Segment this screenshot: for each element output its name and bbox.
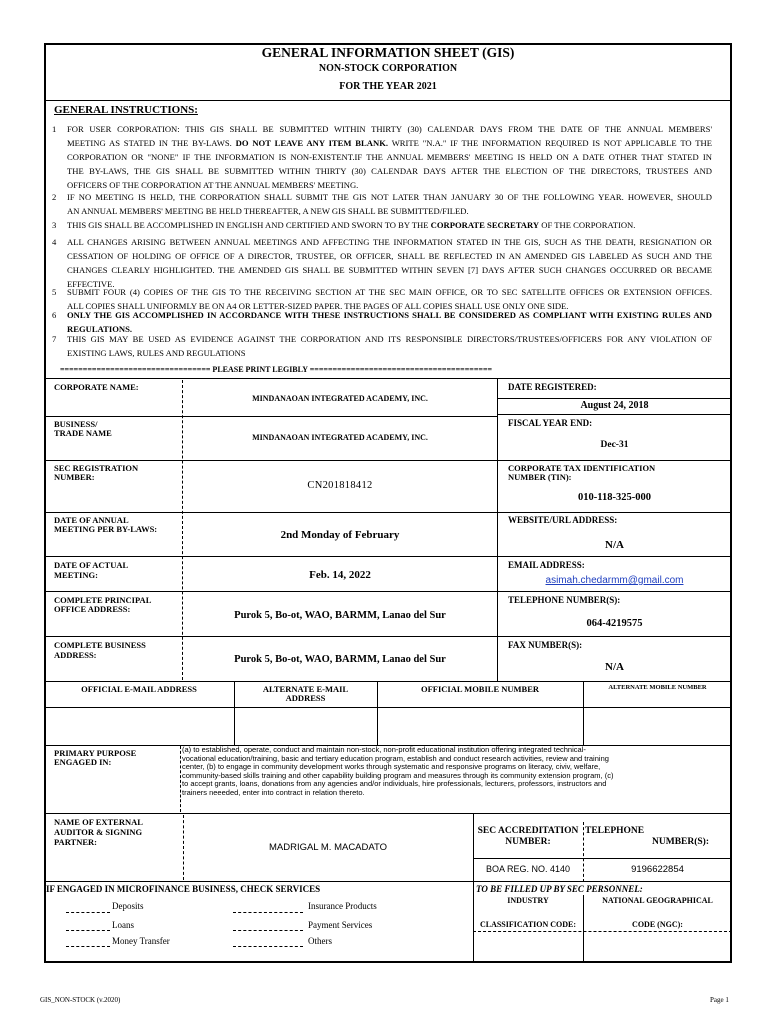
instruction-text (67, 235, 712, 291)
money-transfer-checkbox[interactable] (66, 946, 110, 947)
instruction-line: EFFECTIVE. (67, 279, 115, 289)
instruction-line: MEETING AS STATED IN THE BY-LAWS. DO NOT LEAVE ANY ITEM BLANK. WRITE "N.A." IF THE INFORMATION REQUIRED IS NOT APPLICABLE TO THE (67, 138, 712, 148)
telephone-label: TELEPHONE NUMBER(S): (508, 595, 621, 605)
divider (180, 746, 181, 812)
divider (44, 681, 732, 682)
actual-meeting-value: Feb. 14, 2022 (309, 569, 371, 581)
purpose-line: (a) to established, operate, conduct and maintain non-stock, non-profit educational institution offering integrated technical- (182, 746, 586, 754)
instruction-line: THIS GIS SHALL BE ACCOMPLISHED IN ENGLISH AND CERTIFIED AND SWORN TO BY THE CORPORATE SECRETARY OF THE CORPORATION. (67, 220, 636, 230)
purpose-line: vocational education/training, basic and tertiary education program, establish and conduct research activities, review and training (182, 754, 609, 763)
instruction-line: OFFICERS OF THE CORPORATION AT THE ANNUAL MEMBERS' MEETING. (67, 180, 359, 190)
trade-name-label-2: TRADE NAME (54, 428, 112, 438)
business-address-value: Purok 5, Bo-ot, WAO, BARMM, Lanao del Sur (234, 654, 446, 665)
instruction-text (67, 218, 712, 232)
website-value: N/A (605, 539, 624, 551)
divider (44, 813, 732, 814)
tin-label: CORPORATE TAX IDENTIFICATION (508, 463, 656, 473)
fiscal-year-label: FISCAL YEAR END: (508, 418, 593, 428)
money-transfer-label: Money Transfer (112, 936, 170, 946)
divider (44, 100, 732, 101)
website-label: WEBSITE/URL ADDRESS: (508, 515, 618, 525)
purpose-line: trainers neeeded, enter into contract in relation thereto. (182, 788, 365, 797)
purpose-line: center, (b) to engage in community development works through systematic and responsive programs on literacy, civiv, welfare, (182, 763, 601, 772)
divider (473, 931, 732, 932)
insurance-label: Insurance Products (308, 901, 377, 911)
sec-accred-label: SEC ACCREDITATION (477, 826, 579, 836)
actual-meeting-label-2: MEETING: (54, 570, 98, 580)
official-mobile-header: OFFICIAL MOBILE NUMBER (420, 684, 540, 694)
fiscal-year-value: Dec-31 (600, 440, 629, 450)
divider (44, 512, 732, 513)
auditor-telephone-label-2: NUMBER(S): (652, 837, 709, 847)
instruction-number: 1 (52, 124, 57, 134)
email-value[interactable]: asimah.chedarmm@gmail.com (545, 575, 684, 586)
instruction-number: 5 (52, 287, 57, 297)
principal-office-label: COMPLETE PRINCIPAL (54, 595, 152, 605)
print-legibly-banner: ================================= PLEASE PRINT LEGIBLY ======================================== (60, 365, 493, 374)
fax-label: FAX NUMBER(S): (508, 640, 583, 650)
instruction-text (67, 190, 712, 218)
payment-services-label: Payment Services (308, 920, 373, 930)
others-label: Others (308, 936, 332, 946)
accreditation-number: BOA REG. NO. 4140 (485, 864, 571, 874)
annual-meeting-value: 2nd Monday of February (280, 529, 400, 541)
business-address-label-2: ADDRESS: (54, 650, 97, 660)
actual-meeting-label: DATE OF ACTUAL (54, 560, 129, 570)
alternate-email-header-2: ADDRESS (285, 693, 326, 703)
sec-accred-label-2: NUMBER: (505, 837, 551, 847)
trade-name-label: BUSINESS/ (54, 419, 98, 429)
principal-office-label-2: OFFICE ADDRESS: (54, 604, 131, 614)
instruction-line: AN ANNUAL MEMBERS' MEETING BE HELD THEREAFTER, A NEW GIS SHALL BE SUBMITTED/FILED. (67, 206, 469, 216)
fax-value: N/A (605, 661, 624, 673)
others-checkbox[interactable] (233, 946, 303, 947)
instruction-line: CHANGES CLEARLY HIGHLIGHTED. THE AMENDED GIS SHALL BE SUBMITTED WITHIN SEVEN [7] DAYS AFTER SUCH CHANGES OCCURRED OR BECAME (67, 265, 712, 275)
instruction-line: CORPORATION OR "NONE" IF THE INFORMATION IS NON-EXISTENT.IF THE ANNUAL MEMBERS' MEETING IS HELD ON A DATE OTHER THAT STATED IN (67, 152, 712, 162)
corporate-name-label: CORPORATE NAME: (54, 382, 139, 392)
divider (44, 556, 732, 557)
tin-label-2: NUMBER (TIN): (508, 472, 572, 482)
instruction-number: 3 (52, 220, 57, 230)
telephone-value: 064-4219575 (586, 618, 643, 629)
divider (44, 460, 732, 461)
sec-use-heading: TO BE FILLED UP BY SEC PERSONNEL: (476, 884, 643, 894)
insurance-checkbox[interactable] (233, 912, 303, 913)
auditor-telephone-label: TELEPHONE (585, 826, 645, 836)
divider (497, 398, 732, 399)
instruction-line: THE BY-LAWS, THE GIS SHALL BE SUBMITTED WITHIN THIRTY (30) CALENDAR DAYS AFTER THE ELECTION OF THE DIRECTORS, TRUSTEES AND (67, 166, 712, 176)
date-registered-value: August 24, 2018 (580, 400, 649, 411)
principal-office-value: Purok 5, Bo-ot, WAO, BARMM, Lanao del Sur (234, 610, 446, 621)
email-label: EMAIL ADDRESS: (508, 560, 585, 570)
purpose-line: community-based skills training and other capability building program and measures through its community extension program, (c) (182, 771, 614, 780)
date-registered-label: DATE REGISTERED: (508, 382, 597, 392)
instruction-text (67, 122, 712, 192)
loans-checkbox[interactable] (66, 930, 110, 931)
instruction-line: ONLY THE GIS ACCOMPLISHED IN ACCORDANCE WITH THESE INSTRUCTIONS SHALL BE CONSIDERED AS COMPLIANT WITH EXISTING RULES AND (67, 310, 712, 320)
form-subtitle: NON-STOCK CORPORATION (318, 63, 458, 74)
instructions-heading: GENERAL INSTRUCTIONS: (54, 104, 198, 116)
corporate-name-value: MINDANAOAN INTEGRATED ACADEMY, INC. (252, 394, 428, 403)
official-email-header: OFFICIAL E-MAIL ADDRESS (81, 684, 197, 694)
instruction-line: CESSATION OF HOLDING OF OFFICE OF A DIRECTOR, TRUSTEE, OR OFFICER, SHALL BE REFLECTED IN AN AMENDED GIS LABELED AS SUCH AND THE (67, 251, 712, 261)
divider (44, 636, 732, 637)
payment-services-checkbox[interactable] (233, 930, 303, 931)
auditor-label: NAME OF EXTERNAL (54, 817, 143, 827)
business-address-label: COMPLETE BUSINESS (54, 640, 146, 650)
page-number: Page 1 (710, 996, 729, 1004)
form-id: GIS_NON-STOCK (v.2020) (40, 996, 121, 1004)
divider (44, 378, 732, 379)
industry-label: INDUSTRY (507, 896, 549, 905)
instruction-text (67, 332, 712, 360)
divider (44, 707, 732, 708)
instruction-line: REGULATIONS. (67, 324, 133, 334)
deposits-label: Deposits (112, 901, 144, 911)
sec-reg-value: CN201818412 (307, 480, 373, 491)
instruction-line: FOR USER CORPORATION: THIS GIS SHALL BE SUBMITTED WITHIN THIRTY (30) CALENDAR DAYS FROM THE DATE OF THE ANNUAL MEMBERS' (67, 124, 712, 134)
tin-value: 010-118-325-000 (578, 492, 651, 503)
annual-meeting-label-2: MEETING PER BY-LAWS: (54, 524, 158, 534)
instruction-line: IF NO MEETING IS HELD, THE CORPORATION SHALL SUBMIT THE GIS NOT LATER THAN JANUARY 30 OF THE FOLLOWING YEAR. HOWEVER, SHOULD (67, 192, 712, 202)
instruction-line: ALL COPIES SHALL UNIFORMLY BE ON A4 OR LETTER-SIZED PAPER. THE PAGES OF ALL COPIES SHALL USE ONLY ONE SIDE. (67, 301, 569, 311)
instruction-number: 7 (52, 334, 57, 344)
divider (473, 858, 732, 859)
instruction-number: 2 (52, 192, 57, 202)
divider (44, 881, 732, 882)
instruction-line: ALL CHANGES ARISING BETWEEN ANNUAL MEETINGS AND AFFECTING THE INFORMATION STATED IN THE GIS, SUCH AS THE DEATH, RESIGNATION OR (67, 237, 712, 247)
instruction-line: SUBMIT FOUR (4) COPIES OF THE GIS TO THE RECEIVING SECTION AT THE SEC MAIN OFFICE, OR TO SEC SATELLITE OFFICES OR EXTENSION OFFICES. (67, 287, 712, 297)
ngc-label-2: CODE (NGC): (632, 920, 683, 929)
purpose-line: to accept grants, loans, donations from any agencies and/or individuals, hire professionals, lecturers, professors, instructors and (182, 780, 607, 789)
auditor-phone: 9196622854 (631, 864, 684, 875)
microfinance-heading: IF ENGAGED IN MICROFINANCE BUSINESS, CHECK SERVICES (46, 884, 321, 894)
auditor-name: MADRIGAL M. MACADATO (268, 842, 388, 853)
alternate-mobile-header: ALTERNATE MOBILE NUMBER (608, 684, 707, 691)
trade-name-value: MINDANAOAN INTEGRATED ACADEMY, INC. (252, 433, 428, 442)
purpose-label: PRIMARY PURPOSE (54, 748, 137, 758)
instruction-number: 6 (52, 310, 57, 320)
divider (497, 414, 732, 415)
form-title: GENERAL INFORMATION SHEET (GIS) (261, 45, 515, 60)
instruction-number: 4 (52, 237, 57, 247)
sec-reg-label-2: NUMBER: (54, 472, 95, 482)
alternate-email-header: ALTERNATE E-MAIL (262, 684, 349, 694)
annual-meeting-label: DATE OF ANNUAL (54, 515, 129, 525)
deposits-checkbox[interactable] (66, 912, 110, 913)
auditor-label-2: AUDITOR & SIGNING (54, 827, 143, 837)
ngc-label: NATIONAL GEOGRAPHICAL (602, 896, 713, 905)
purpose-text (182, 746, 730, 798)
divider (44, 591, 732, 592)
sec-reg-label: SEC REGISTRATION (54, 463, 139, 473)
form-year: FOR THE YEAR 2021 (339, 81, 437, 92)
instruction-line: THIS GIS MAY BE USED AS EVIDENCE AGAINST THE CORPORATION AND ITS RESPONSIBLE DIRECTORS/TRUSTEES/OFFICERS FOR ANY VIOLATION OF (67, 334, 712, 344)
divider (44, 416, 497, 417)
auditor-label-3: PARTNER: (54, 837, 97, 847)
instruction-line: EXISTING LAWS, RULES AND REGULATIONS (67, 348, 246, 358)
industry-label-2: CLASSIFICATION CODE: (479, 920, 577, 929)
purpose-label-2: ENGAGED IN: (54, 757, 112, 767)
loans-label: Loans (112, 920, 134, 930)
